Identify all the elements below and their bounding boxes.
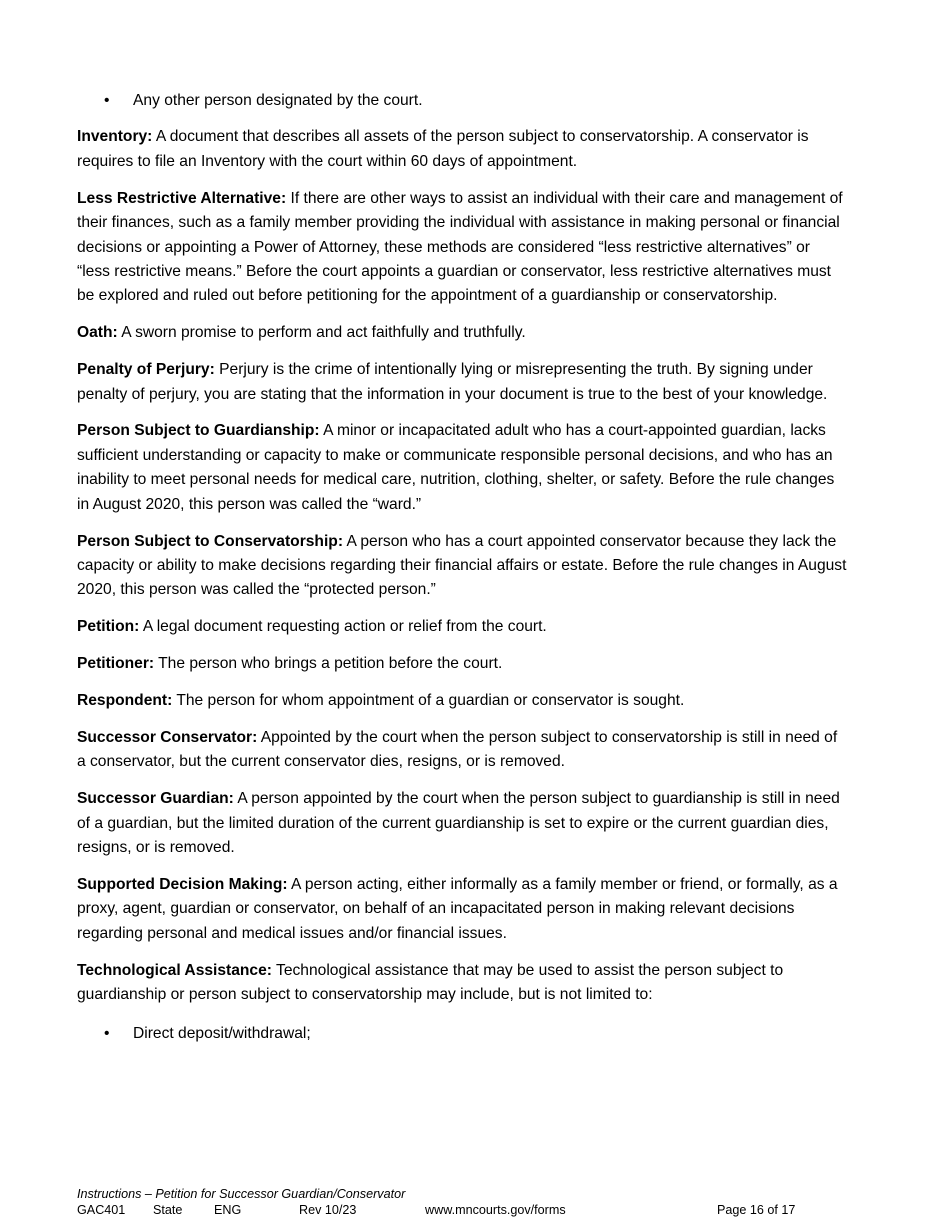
definition-term: Penalty of Perjury:	[77, 361, 215, 379]
definition-text: A person who has a court appointed conservator because they lack the capacity or ability to make decisions regarding their financial affairs or estate. Before the rule changes in August 2020, this person was called the “protected person.”	[77, 532, 847, 599]
jurisdiction: State	[153, 1203, 183, 1217]
definition-text: Technological assistance that may be used to assist the person subject to guardianship or person subject to conservatorship may include, but is not limited to:	[77, 961, 784, 1004]
bullet-item	[77, 1022, 847, 1046]
definition-entry	[77, 125, 847, 174]
definition-entry	[77, 419, 847, 517]
definition-text: A person appointed by the court when the person subject to guardianship is still in need of a guardian, but the limited duration of the current guardianship is set to expire or the current guardian dies, resigns, or is removed.	[77, 790, 840, 857]
definition-term: Successor Conservator:	[77, 729, 258, 747]
definition-text: Appointed by the court when the person subject to conservatorship is still in need of a conservator, but the current conservator dies, resigns, or is removed.	[77, 729, 838, 771]
definition-entry	[77, 959, 847, 1008]
definition-text: Perjury is the crime of intentionally lying or misrepresenting the truth. By signing under penalty of perjury, you are stating that the information in your document is true to the best of your knowledge.	[77, 361, 828, 403]
definition-term: Petitioner:	[77, 655, 155, 673]
revision: Rev 10/23	[299, 1203, 357, 1217]
definition-text: A document that describes all assets of the person subject to conservatorship. A conservator is requires to file an Inventory with the court within 60 days of appointment.	[77, 128, 809, 170]
definition-term: Person Subject to Guardianship:	[77, 422, 320, 440]
definition-term: Less Restrictive Alternative:	[77, 189, 287, 207]
definition-term: Petition:	[77, 618, 140, 636]
definition-list	[77, 125, 847, 1007]
bullet-text: Direct deposit/withdrawal;	[133, 1024, 311, 1042]
language: ENG	[214, 1203, 242, 1217]
definition-entry	[77, 187, 847, 309]
definition-entry	[77, 689, 847, 713]
definition-term: Supported Decision Making:	[77, 876, 288, 894]
definition-term: Technological Assistance:	[77, 961, 272, 979]
definition-entry	[77, 615, 847, 639]
definition-text: A minor or incapacitated adult who has a court-appointed guardian, lacks sufficient understanding or capacity to make or communicate responsible personal decisions, and who has an inability to meet personal needs for medical care, nutrition, clothing, shelter, or safety. Before the rule changes in August 2020, this person was called the “ward.”	[77, 422, 835, 513]
forms-url[interactable]: www.mncourts.gov/forms	[425, 1203, 566, 1217]
bullet-item	[77, 89, 847, 113]
form-code: GAC401	[77, 1203, 126, 1217]
definition-text: A person acting, either informally as a family member or friend, or formally, as a proxy, agent, guardian or conservator, on behalf of an incapacitated person in making relevant decisions regarding personal and medical issues and/or financial issues.	[77, 876, 838, 942]
definition-entry	[77, 726, 847, 775]
definition-term: Successor Guardian:	[77, 790, 234, 808]
definition-text: The person who brings a petition before the court.	[154, 655, 503, 673]
definition-entry	[77, 787, 847, 860]
bullet-icon: •	[104, 92, 110, 109]
definition-term: Oath:	[77, 324, 118, 342]
definition-text: If there are other ways to assist an individual with their care and management of their finances, such as a family member providing the individual with assistance in making personal or financial decisions or appointing a Power of Attorney, these methods are considered “less restrictive alternatives” or “less restrictive means.” Before the court appoints a guardian or conservator, less restrictive alternatives must be explored and ruled out before petitioning for the appointment of a guardianship or conservatorship.	[77, 189, 843, 305]
definition-entry	[77, 530, 847, 603]
definition-term: Respondent:	[77, 692, 173, 710]
definition-entry	[77, 321, 847, 345]
definition-text: A legal document requesting action or relief from the court.	[139, 618, 547, 636]
footer-title: Instructions – Petition for Successor Guardian/Conservator	[77, 1187, 406, 1201]
definition-entry	[77, 358, 847, 407]
definition-entry	[77, 873, 847, 946]
definition-entry	[77, 652, 847, 676]
footer-meta-row	[77, 1202, 877, 1218]
bullet-icon: •	[104, 1024, 110, 1042]
definition-term: Person Subject to Conservatorship:	[77, 532, 344, 550]
document-body	[77, 89, 847, 1058]
definition-text: A sworn promise to perform and act faithfully and truthfully.	[117, 324, 526, 342]
definition-term: Inventory:	[77, 128, 153, 146]
page-number: Page 16 of 17	[717, 1203, 796, 1217]
page-footer	[77, 1186, 877, 1218]
bullet-text: Any other person designated by the court.	[133, 92, 423, 109]
definition-text: The person for whom appointment of a guardian or conservator is sought.	[172, 692, 685, 710]
